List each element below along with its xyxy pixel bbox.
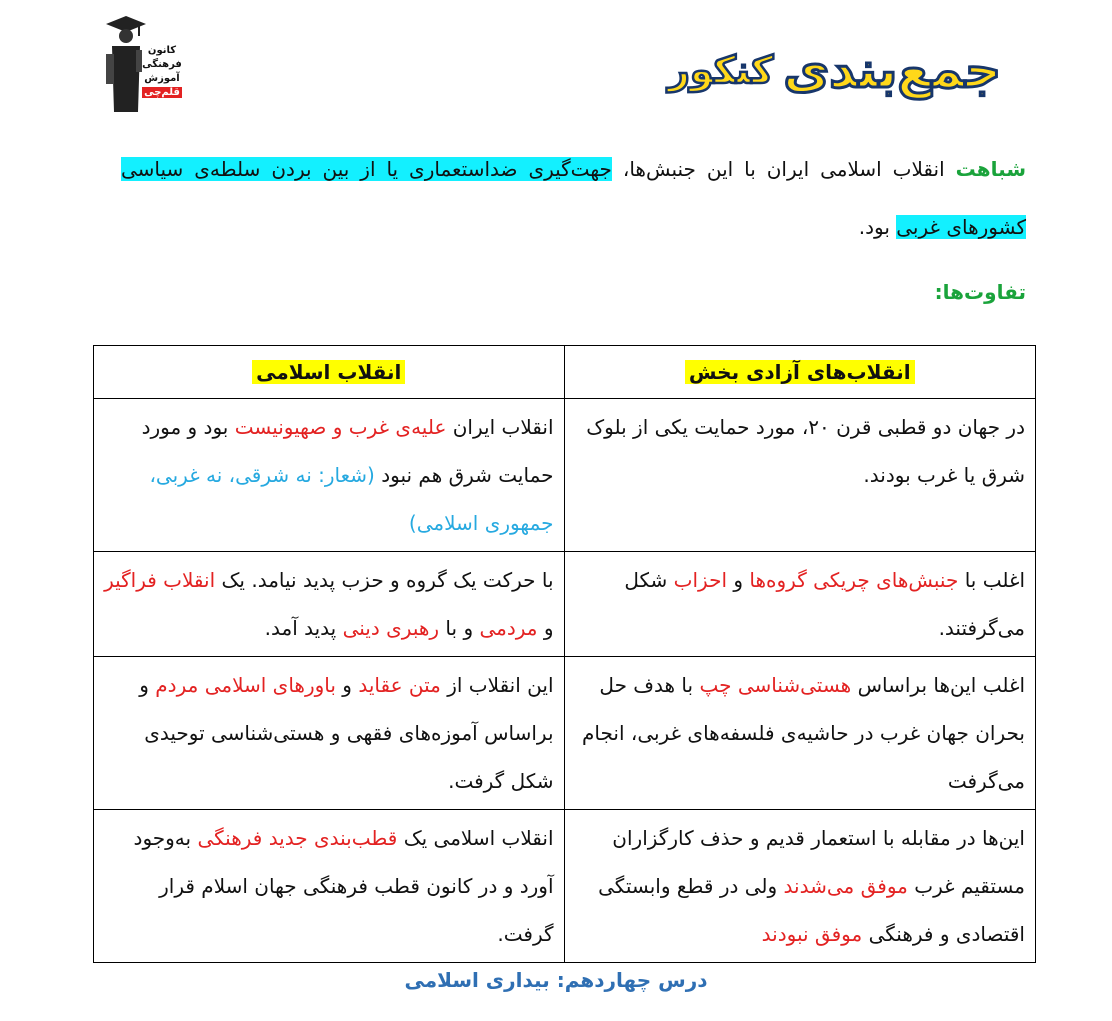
cell-keyword: قطب‌بندی جدید فرهنگی xyxy=(197,826,398,850)
brand-sub-text: کنکور xyxy=(668,48,774,92)
header-liberation-label: انقلاب‌های آزادی بخش xyxy=(685,360,915,384)
cell-liberation xyxy=(564,810,1035,963)
cell-liberation xyxy=(564,552,1035,657)
cell-text: و xyxy=(727,568,750,592)
cell-islamic xyxy=(94,657,565,810)
cell-text: و xyxy=(335,673,359,697)
cell-keyword: مردمی xyxy=(479,616,538,640)
cell-text: در جهان دو قطبی قرن ۲۰، مورد حمایت یکی از بلوک شرق یا غرب بودند. xyxy=(586,415,1025,487)
cell-text: اغلب این‌ها براساس xyxy=(851,673,1025,697)
table-row xyxy=(94,810,1036,963)
header-liberation xyxy=(564,346,1035,399)
cell-slogan: (شعار: نه شرقی، نه غربی، جمهوری اسلامی) xyxy=(149,463,554,535)
cell-text: به‌وجود آورد و در کانون قطب فرهنگی جهان اسلام قرار گرفت. xyxy=(133,826,554,946)
cell-keyword: باورهای اسلامی مردم xyxy=(155,673,336,697)
cell-keyword: علیه‌ی غرب و صهیونیست xyxy=(234,415,447,439)
brand-logo xyxy=(668,30,1014,110)
cell-text: ولی در قطع وابستگی اقتصادی و فرهنگی xyxy=(598,874,1025,946)
cell-liberation xyxy=(564,657,1035,810)
similarity-highlight: جهت‌گیری ضداستعماری یا از بین بردن سلطه‌ی سیاسی کشورهای غربی xyxy=(121,157,1026,239)
cell-keyword: جنبش‌های چریکی گروه‌ها xyxy=(749,568,959,592)
cell-keyword: رهبری دینی xyxy=(342,616,440,640)
comparison-table xyxy=(93,345,1036,963)
table-row xyxy=(94,552,1036,657)
cell-text: و با xyxy=(439,616,480,640)
cell-text: و xyxy=(537,616,554,640)
table-row xyxy=(94,657,1036,810)
cell-text: با هدف حل بحران جهان غرب در حاشیه‌ی فلسفه‌های غربی، انجام می‌گرفت xyxy=(582,673,1025,793)
similarity-lead: شباهت xyxy=(955,157,1027,181)
institute-logo-text xyxy=(140,44,184,100)
cell-keyword: احزاب xyxy=(673,568,727,592)
cell-keyword: هستی‌شناسی چپ xyxy=(699,673,852,697)
cell-text: این انقلاب از xyxy=(440,673,554,697)
cell-keyword: موفق می‌شدند xyxy=(783,874,908,898)
cell-text: با حرکت یک گروه و حزب پدید نیامد. یک xyxy=(215,568,554,592)
logo-line: کانون xyxy=(147,45,177,56)
cell-islamic xyxy=(94,810,565,963)
logo-line: آموزش xyxy=(144,73,180,84)
cell-text: و براساس آموزه‌های فقهی و هستی‌شناسی توحیدی شکل گرفت. xyxy=(139,673,554,793)
similarity-end: بود. xyxy=(858,215,897,239)
brand-main-text: جمع‌بندی xyxy=(783,41,1002,99)
cell-text: این‌ها در مقابله با استعمار قدیم و حذف کارگزاران مستقیم غرب xyxy=(612,826,1025,898)
lesson-footer: درس چهاردهم: بیداری اسلامی xyxy=(404,968,708,992)
cell-liberation xyxy=(564,399,1035,552)
cell-islamic xyxy=(94,552,565,657)
logo-tag: قلم‌چی xyxy=(144,87,180,98)
cell-keyword: موفق نبودند xyxy=(761,922,863,946)
similarity-paragraph xyxy=(121,140,1026,256)
cell-text: انقلاب ایران xyxy=(446,415,554,439)
table-row xyxy=(94,399,1036,552)
cell-text: شکل می‌گرفتند. xyxy=(624,568,1025,640)
cell-text: پدید آمد. xyxy=(264,616,343,640)
header-islamic-label: انقلاب اسلامی xyxy=(252,360,405,384)
header-islamic xyxy=(94,346,565,399)
cell-text: اغلب با xyxy=(958,568,1025,592)
cell-keyword: متن عقاید xyxy=(358,673,441,697)
similarity-text: انقلاب اسلامی ایران با این جنبش‌ها، xyxy=(611,157,956,181)
cell-text: انقلاب اسلامی یک xyxy=(397,826,554,850)
logo-line: فرهنگی xyxy=(142,59,182,70)
cell-text: بود و مورد حمایت شرق هم نبود xyxy=(141,415,554,487)
table-header-row xyxy=(94,346,1036,399)
differences-heading: تفاوت‌ها: xyxy=(934,280,1026,304)
cell-islamic xyxy=(94,399,565,552)
cell-keyword: انقلاب فراگیر xyxy=(104,568,216,592)
